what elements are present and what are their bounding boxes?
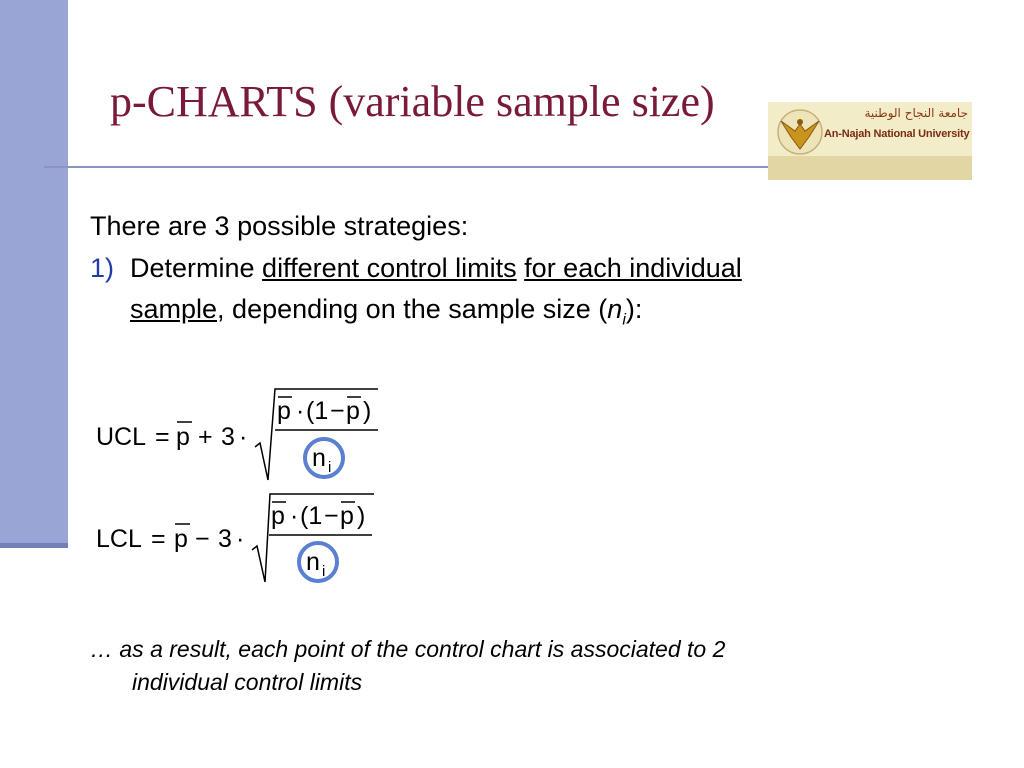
lcl-label: LCL: [96, 525, 142, 553]
university-logo: [768, 102, 972, 180]
numerator-minus: −: [330, 397, 345, 425]
equals-sign: =: [151, 525, 166, 553]
list-item-text: Determine: [130, 253, 263, 283]
numerator-dot: ·: [290, 502, 299, 530]
denominator-n: n: [306, 548, 320, 576]
numerator-dot: ·: [296, 397, 305, 425]
denominator-subscript: i: [328, 459, 332, 476]
list-item-text: , depending on the sample size (: [217, 294, 608, 324]
sample-size-subscript: i: [622, 311, 626, 329]
multiply-dot: ·: [236, 525, 245, 553]
lcl-formula-graphic: [88, 490, 388, 594]
constant-three: 3: [221, 423, 235, 451]
numerator-p-bar: p: [271, 502, 285, 530]
numerator-p-bar: p: [277, 397, 291, 425]
slide-title: p-CHARTS (variable sample size): [110, 77, 715, 126]
underlined-phrase: sample: [130, 294, 218, 324]
lcl-formula: [88, 490, 388, 594]
note-line-1: … as a result, each point of the control chart is associated to 2: [90, 636, 726, 662]
list-item-line-1: [130, 253, 742, 284]
left-accent-bar-edge: [0, 543, 68, 548]
minus-sign: −: [195, 525, 210, 553]
result-note: [90, 633, 725, 699]
list-item-text: ):: [625, 294, 643, 324]
numerator-minus: −: [324, 502, 339, 530]
sample-size-variable: n: [607, 294, 623, 324]
constant-three: 3: [218, 525, 232, 553]
logo-bottom-band: [768, 156, 972, 180]
numerator-p-bar-2: p: [340, 502, 354, 530]
note-line-2: individual control limits: [132, 669, 363, 695]
left-accent-bar: [0, 0, 68, 546]
ucl-formula: [88, 385, 388, 489]
underlined-phrase: different control limits: [262, 253, 517, 283]
numerator-close: ): [363, 397, 372, 425]
eagle-emblem-icon: [775, 107, 825, 157]
logo-arabic-name: جامعة النجاح الوطنية: [864, 106, 968, 120]
denominator-subscript: i: [322, 563, 326, 580]
denominator-n: n: [312, 444, 326, 472]
p-bar-symbol: p: [174, 525, 188, 553]
equals-sign: =: [155, 423, 170, 451]
underlined-phrase: for each individual: [524, 253, 742, 283]
logo-english-name: An-Najah National University: [824, 128, 970, 140]
ucl-formula-graphic: [88, 385, 388, 489]
header-divider: [44, 166, 770, 168]
numerator-open: (1: [300, 502, 323, 530]
ucl-label: UCL: [96, 423, 147, 451]
plus-sign: +: [198, 423, 213, 451]
list-item-number: 1): [90, 253, 115, 283]
numerator-close: ): [357, 502, 366, 530]
p-bar-symbol: p: [176, 423, 190, 451]
multiply-dot: ·: [239, 423, 248, 451]
numerator-p-bar-2: p: [346, 397, 360, 425]
intro-text: There are 3 possible strategies:: [90, 211, 469, 241]
list-item-line-2: [130, 294, 642, 329]
numerator-open: (1: [306, 397, 329, 425]
